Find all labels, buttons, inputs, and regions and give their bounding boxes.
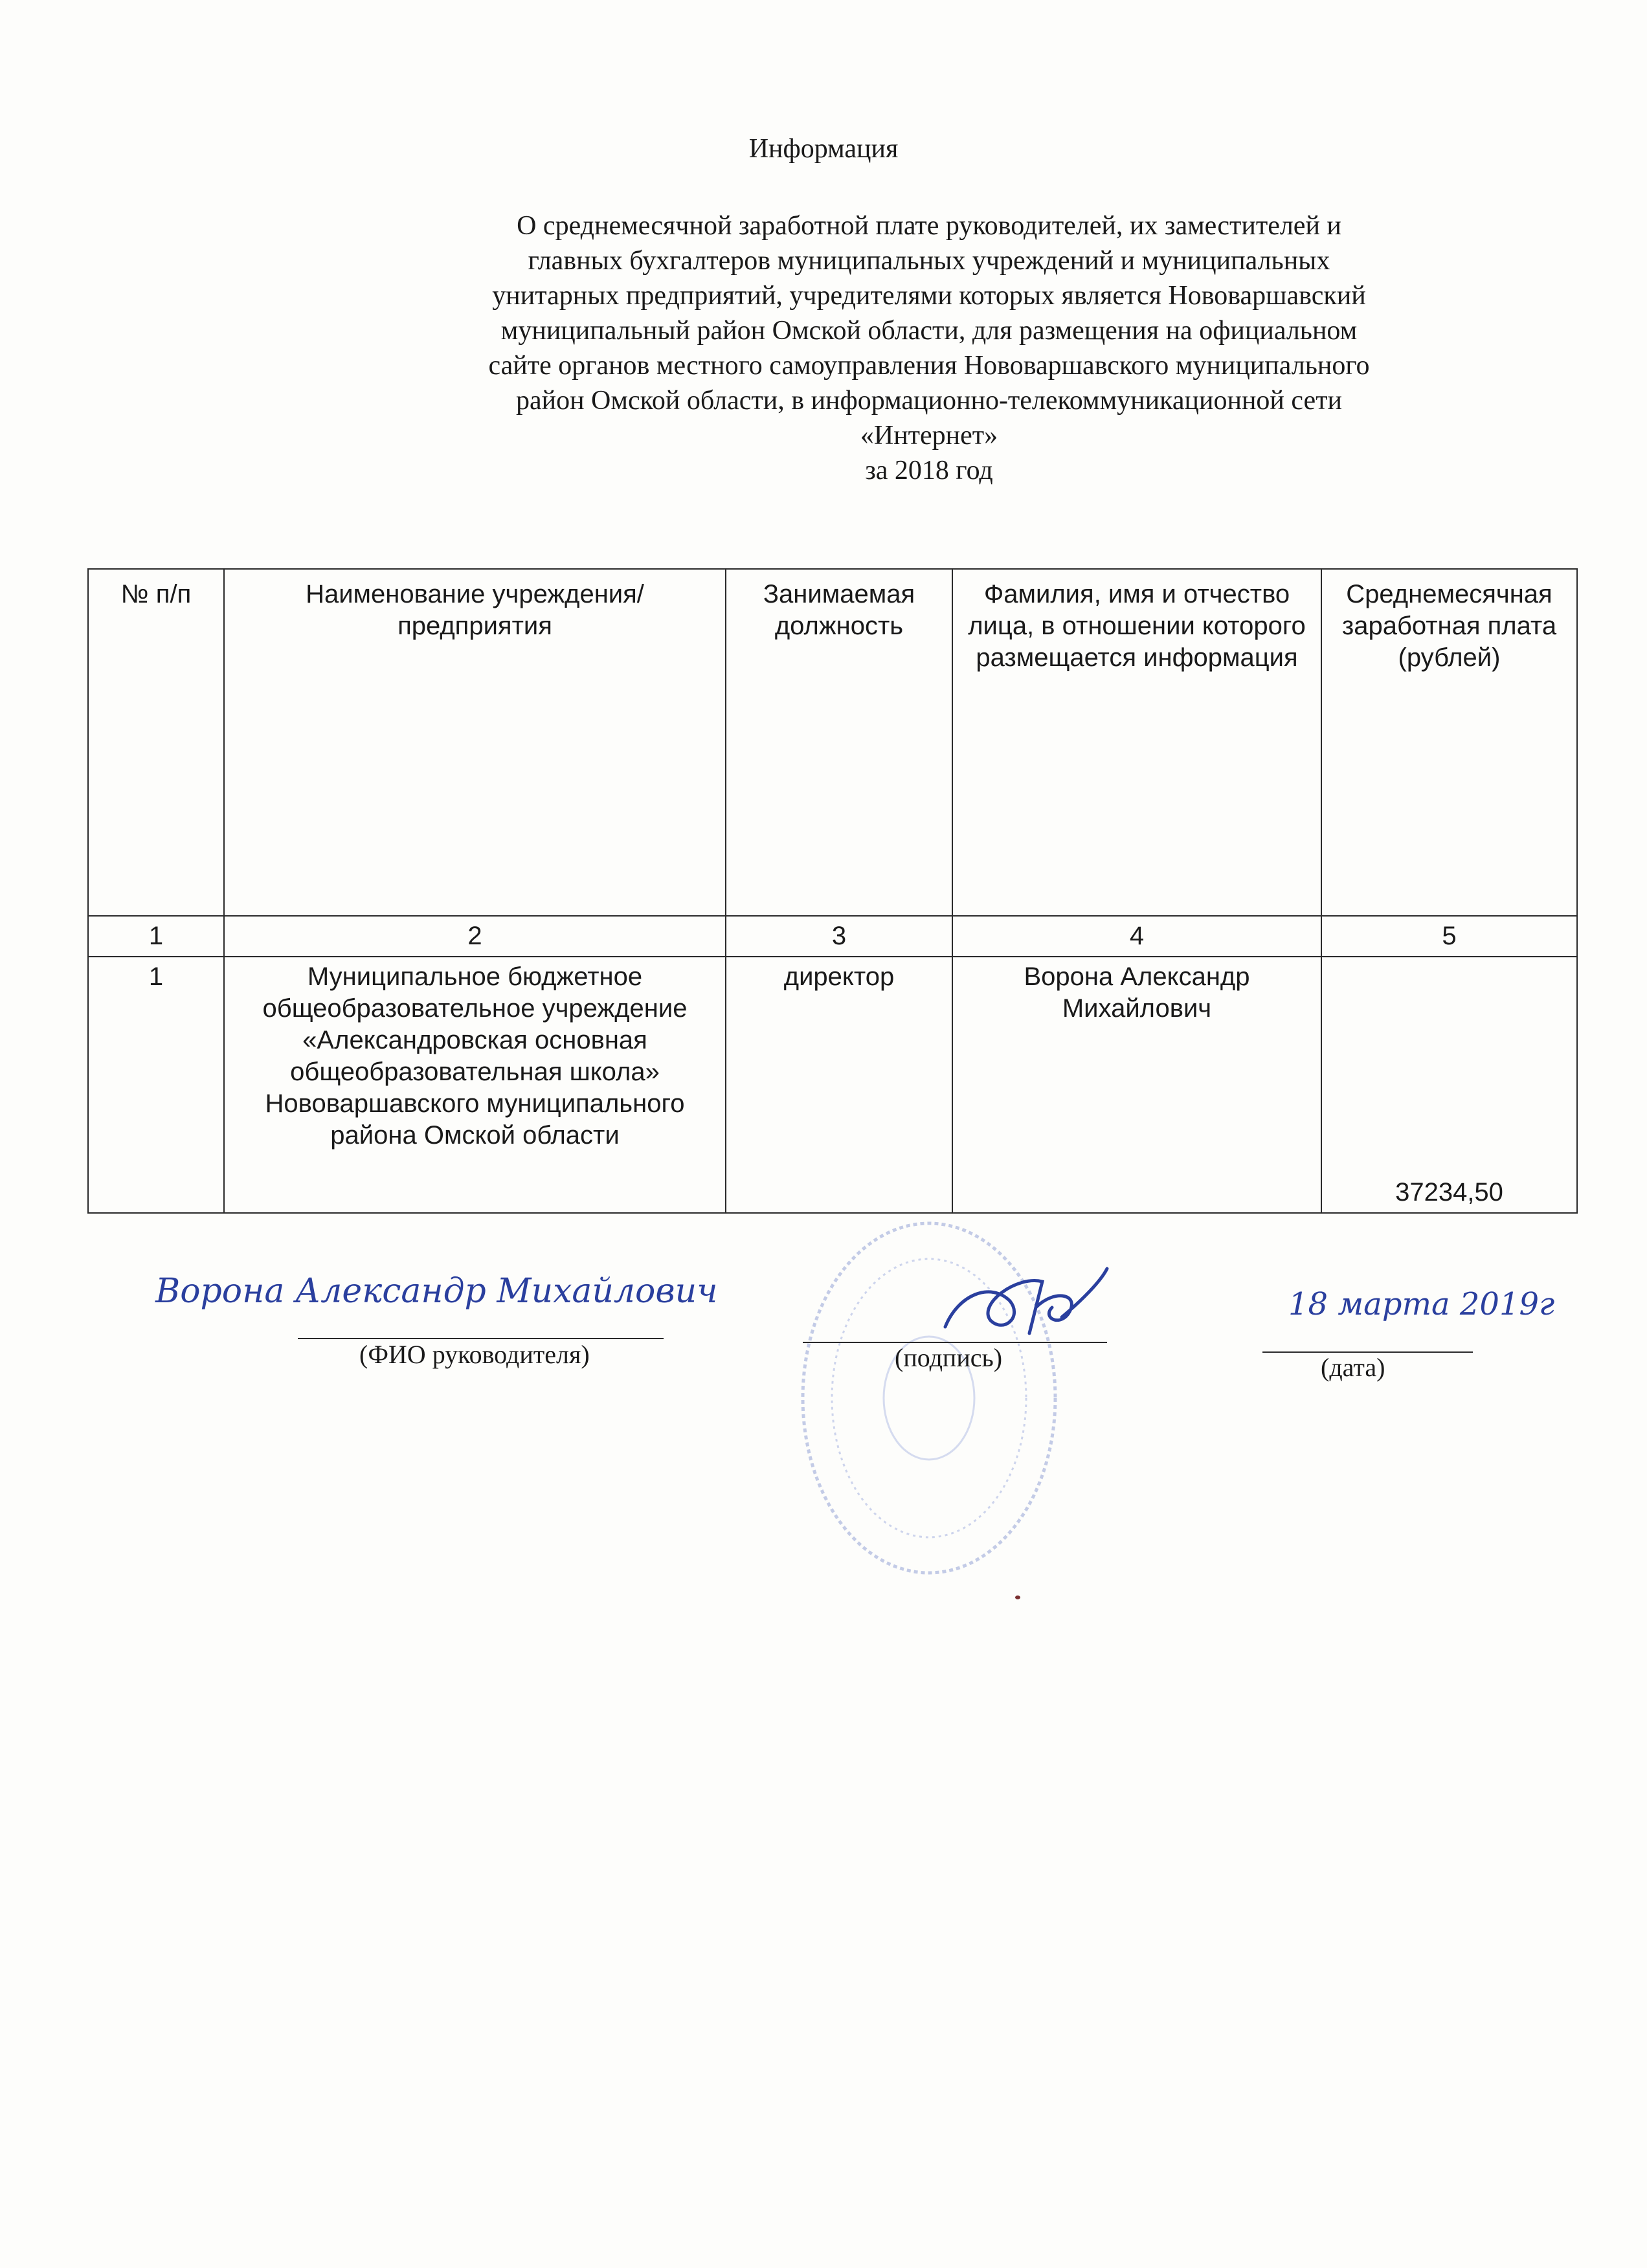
table-header-row xyxy=(88,569,1577,916)
subtitle-line: «Интернет» xyxy=(860,421,998,450)
row-number: 1 xyxy=(88,957,224,1213)
scan-speck xyxy=(1015,1595,1020,1599)
head-name-line xyxy=(298,1338,664,1339)
document-subtitle xyxy=(337,208,1521,488)
row-position: директор xyxy=(726,957,952,1213)
header-position: Занимаемая должность xyxy=(726,569,952,916)
head-name-caption: (ФИО руководителя) xyxy=(359,1340,590,1369)
date-caption: (дата) xyxy=(1321,1353,1385,1382)
subtitle-line: район Омской области, в информационно-телекоммуникационной сети xyxy=(515,386,1343,416)
subtitle-period: за 2018 год xyxy=(865,456,993,485)
subtitle-line: сайте органов местного самоуправления Нововаршавского муниципального xyxy=(488,351,1370,381)
header-institution: Наименование учреждения/предприятия xyxy=(224,569,726,916)
header-salary: Среднемесячная заработная плата (рублей) xyxy=(1321,569,1577,916)
header-person: Фамилия, имя и отчество лица, в отношении которого размещается информация xyxy=(952,569,1321,916)
signature-mark xyxy=(932,1256,1114,1353)
head-name-handwritten: Ворона Александр Михайлович xyxy=(155,1272,718,1311)
date-handwritten: 18 марта 2019г xyxy=(1288,1286,1555,1322)
subtitle-line: муниципальный район Омской области, для размещения на официальном xyxy=(500,316,1358,346)
column-number: 4 xyxy=(952,916,1321,957)
header-number: № п/п xyxy=(88,569,224,916)
signature-caption: (подпись) xyxy=(895,1343,1003,1372)
document-title: Информация xyxy=(748,134,899,164)
column-number-row xyxy=(88,916,1577,957)
subtitle-line: главных бухгалтеров муниципальных учреждений и муниципальных xyxy=(528,246,1330,276)
row-person: Ворона Александр Михайлович xyxy=(952,957,1321,1213)
salary-table xyxy=(87,568,1578,1214)
row-salary: 37234,50 xyxy=(1321,957,1577,1213)
subtitle-line: О среднемесячной заработной плате руководителей, их заместителей и xyxy=(517,211,1341,241)
subtitle-line: унитарных предприятий, учредителями которых является Нововаршавский xyxy=(492,281,1366,311)
table-row xyxy=(88,957,1577,1213)
row-institution: Муниципальное бюджетное общеобразовательное учреждение «Александровская основная общеобразовательная школа» Нововаршавского муниципального района Омской области xyxy=(224,957,726,1213)
column-number: 3 xyxy=(726,916,952,957)
column-number: 2 xyxy=(224,916,726,957)
column-number: 1 xyxy=(88,916,224,957)
column-number: 5 xyxy=(1321,916,1577,957)
